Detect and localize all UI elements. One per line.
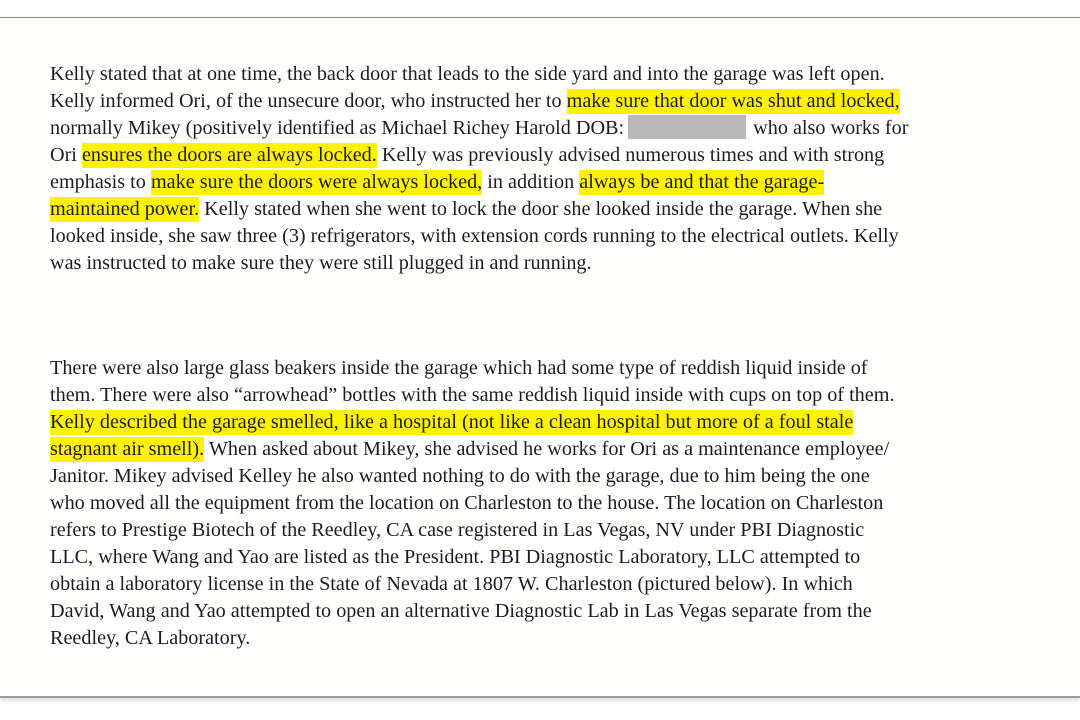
text-line (50, 142, 908, 169)
text-line (50, 517, 894, 544)
text-line (50, 223, 908, 250)
text-segment: in addition (482, 171, 580, 193)
text-line (50, 355, 894, 382)
text-line (50, 88, 908, 115)
text-line (50, 250, 908, 277)
text-segment: them. There were also “arrowhead” bottles with the same reddish liquid inside with cups on top of them. (50, 384, 895, 406)
text-segment: When asked about Mikey, she advised he works for Ori as a maintenance employee/ (204, 438, 890, 460)
text-line (50, 544, 894, 571)
text-line (50, 598, 894, 625)
text-segment: refers to Prestige Biotech of the Reedley, CA case registered in Las Vegas, NV under PBI Diagnostic (50, 519, 865, 541)
highlighted-text: always be and that the garage- (579, 171, 825, 193)
highlighted-text: make sure that door was shut and locked, (566, 90, 900, 112)
text-segment: looked inside, she saw three (3) refrigerators, with extension cords running to the electrical outlets. Kelly (50, 225, 899, 247)
text-line (50, 625, 894, 652)
text-segment: Kelly stated when she went to lock the door she looked inside the garage. When she (199, 198, 883, 220)
text-segment: who also works for (748, 117, 909, 139)
text-line (50, 409, 894, 436)
text-segment: normally Mikey (positively identified as Michael Richey Harold DOB: (50, 117, 625, 139)
highlighted-text: ensures the doors are always locked. (81, 144, 377, 166)
text-line (50, 169, 908, 196)
text-segment: LLC, where Wang and Yao are listed as the President. PBI Diagnostic Laboratory, LLC attempted to (50, 546, 861, 568)
text-segment: Kelly was previously advised numerous times and with strong (376, 144, 885, 166)
text-segment: Kelly stated that at one time, the back door that leads to the side yard and into the garage was left open. (50, 63, 885, 85)
text-line (50, 436, 894, 463)
document-page (0, 17, 1080, 698)
redaction-box (628, 115, 746, 139)
text-line (50, 571, 894, 598)
text-line (50, 196, 908, 223)
text-segment: Janitor. Mikey advised Kelley he also wanted nothing to do with the garage, due to him being the one (50, 465, 870, 487)
text-segment: obtain a laboratory license in the State of Nevada at 1807 W. Charleston (pictured below). In which (50, 573, 853, 595)
text-segment: David, Wang and Yao attempted to open an alternative Diagnostic Lab in Las Vegas separate from the (50, 600, 872, 622)
text-line (50, 382, 894, 409)
highlighted-text: Kelly described the garage smelled, like a hospital (not like a clean hospital but more of a foul stale (50, 411, 854, 433)
paragraph-garage-description (50, 355, 894, 652)
paragraph-kelly-statement (50, 61, 908, 277)
text-segment: Reedley, CA Laboratory. (50, 627, 251, 649)
text-segment: who moved all the equipment from the location on Charleston to the house. The location on Charleston (50, 492, 884, 514)
text-line (50, 61, 908, 88)
text-segment: was instructed to make sure they were still plugged in and running. (50, 252, 592, 274)
highlighted-text: stagnant air smell). (50, 438, 205, 460)
highlighted-text: make sure the doors were always locked, (150, 171, 483, 193)
text-segment: emphasis to (50, 171, 151, 193)
highlighted-text: maintained power. (50, 198, 200, 220)
text-line (50, 115, 908, 142)
text-line (50, 490, 894, 517)
text-segment: Kelly informed Ori, of the unsecure door, who instructed her to (50, 90, 567, 112)
text-segment: Ori (50, 144, 82, 166)
text-line (50, 463, 894, 490)
text-segment: There were also large glass beakers inside the garage which had some type of reddish liquid inside of (50, 357, 868, 379)
